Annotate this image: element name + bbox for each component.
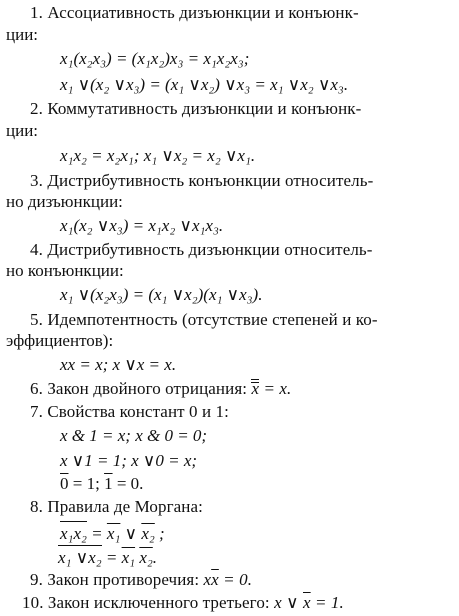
item-10-formula xyxy=(274,593,344,612)
item-number: 3. xyxy=(30,171,43,190)
formula-part: = 0. xyxy=(218,570,253,589)
item-title: Дистрибутивность дизъюнкции относитель- xyxy=(47,240,373,259)
item-title: Коммутативность дизъюнкции и конъюнк- xyxy=(47,99,362,118)
item-5-heading xyxy=(30,309,378,331)
item-6-heading xyxy=(30,378,291,400)
item-9-formula xyxy=(204,570,253,589)
item-4-heading-cont: но конъюнкции: xyxy=(6,261,124,280)
negated-x2: x₂ xyxy=(141,524,155,543)
formula-part: = 1; xyxy=(68,474,105,493)
item-1-heading xyxy=(30,2,359,24)
item-6-formula xyxy=(251,379,291,398)
item-8-heading xyxy=(30,496,203,518)
negated-disjunction: x₁ ∨x₂ xyxy=(58,545,102,569)
item-4-heading xyxy=(30,239,373,261)
negated-x: $\overline{x}$ xyxy=(211,570,219,589)
item-5-formula-1: xx = x; x ∨x = x. xyxy=(60,355,177,374)
item-title: Закон противоречия: xyxy=(47,570,200,589)
item-9-heading xyxy=(30,569,252,591)
item-7-formula-1: x & 1 = x; x & 0 = 0; xyxy=(60,426,208,445)
item-3-heading-cont: но дизъюнкции: xyxy=(6,192,123,211)
item-5-heading-cont: эффициентов): xyxy=(6,331,114,350)
item-6-formula-rest: = x. xyxy=(259,379,292,398)
negated-zero: 0 xyxy=(60,474,69,493)
negated-x1: x₁ xyxy=(121,548,136,567)
item-7-formula-2: x ∨1 = 1; x ∨0 = x; xyxy=(60,451,198,470)
item-number: 1. xyxy=(30,3,43,22)
item-number: 8. xyxy=(30,497,43,516)
item-3-heading xyxy=(30,170,373,192)
item-title: Ассоциативность дизъюнкции и конъюнк- xyxy=(47,3,359,22)
item-number: 5. xyxy=(30,310,43,329)
item-title: Свойства констант 0 и 1: xyxy=(47,402,229,421)
item-title: Закон двойного отрицания: xyxy=(47,379,248,398)
item-8-formula-2 xyxy=(58,545,157,569)
item-3-formula-1: x₁(x₂ ∨x₃) = x₁x₂ ∨x₁x₃. xyxy=(60,216,224,235)
formula-part: = xyxy=(86,524,107,543)
item-7-formula-3 xyxy=(60,473,143,495)
item-2-formula-1: x₁x₂ = x₂x₁; x₁ ∨x₂ = x₂ ∨x₁. xyxy=(60,146,256,165)
formula-part: ∨ xyxy=(120,524,142,543)
negated-conjunction: x₁x₂ xyxy=(60,521,87,545)
negated-x1: x₁ xyxy=(106,524,121,543)
item-2-heading xyxy=(30,98,361,120)
formula-part: x ∨ xyxy=(274,593,303,612)
item-number: 6. xyxy=(30,379,43,398)
item-title: Идемпотентность (отсутствие степеней и ко- xyxy=(47,310,378,329)
item-2-heading-cont: ции: xyxy=(6,121,39,140)
formula-part: = 1. xyxy=(310,593,344,612)
formula-part: . xyxy=(152,548,158,567)
formula-part: x xyxy=(203,570,212,589)
negated-x: $\overline{x}$ xyxy=(303,593,311,612)
item-number: 7. xyxy=(30,402,43,421)
item-title: Закон исключенного третьего: xyxy=(47,593,270,612)
item-1-formula-2: x₁ ∨(x₂ ∨x₃) = (x₁ ∨x₂) ∨x₃ = x₁ ∨x₂ ∨x₃. xyxy=(60,75,349,94)
formula-part: ; xyxy=(154,524,165,543)
item-title: Дистрибутивность конъюнкции относитель- xyxy=(47,171,374,190)
item-4-formula-1: x₁ ∨(x₂x₃) = (x₁ ∨x₂)(x₁ ∨x₃). xyxy=(60,285,263,304)
item-10-heading xyxy=(22,592,344,614)
item-number: 4. xyxy=(30,240,43,259)
item-1-heading-cont: ции: xyxy=(6,25,39,44)
formula-part: = 0. xyxy=(112,474,144,493)
item-1-formula-1: x₁(x₂x₃) = (x₁x₂)x₃ = x₁x₂x₃; xyxy=(60,49,250,68)
item-7-heading xyxy=(30,401,229,423)
item-title: Правила де Моргана: xyxy=(47,497,203,516)
negated-x2: x₂ xyxy=(139,548,153,567)
item-number: 2. xyxy=(30,99,43,118)
double-negation-x: x xyxy=(251,379,260,398)
item-number: 10. xyxy=(22,593,44,612)
item-number: 9. xyxy=(30,570,43,589)
negated-one: 1 xyxy=(104,474,113,493)
formula-part: = xyxy=(101,548,122,567)
item-8-formula-1 xyxy=(60,521,165,545)
